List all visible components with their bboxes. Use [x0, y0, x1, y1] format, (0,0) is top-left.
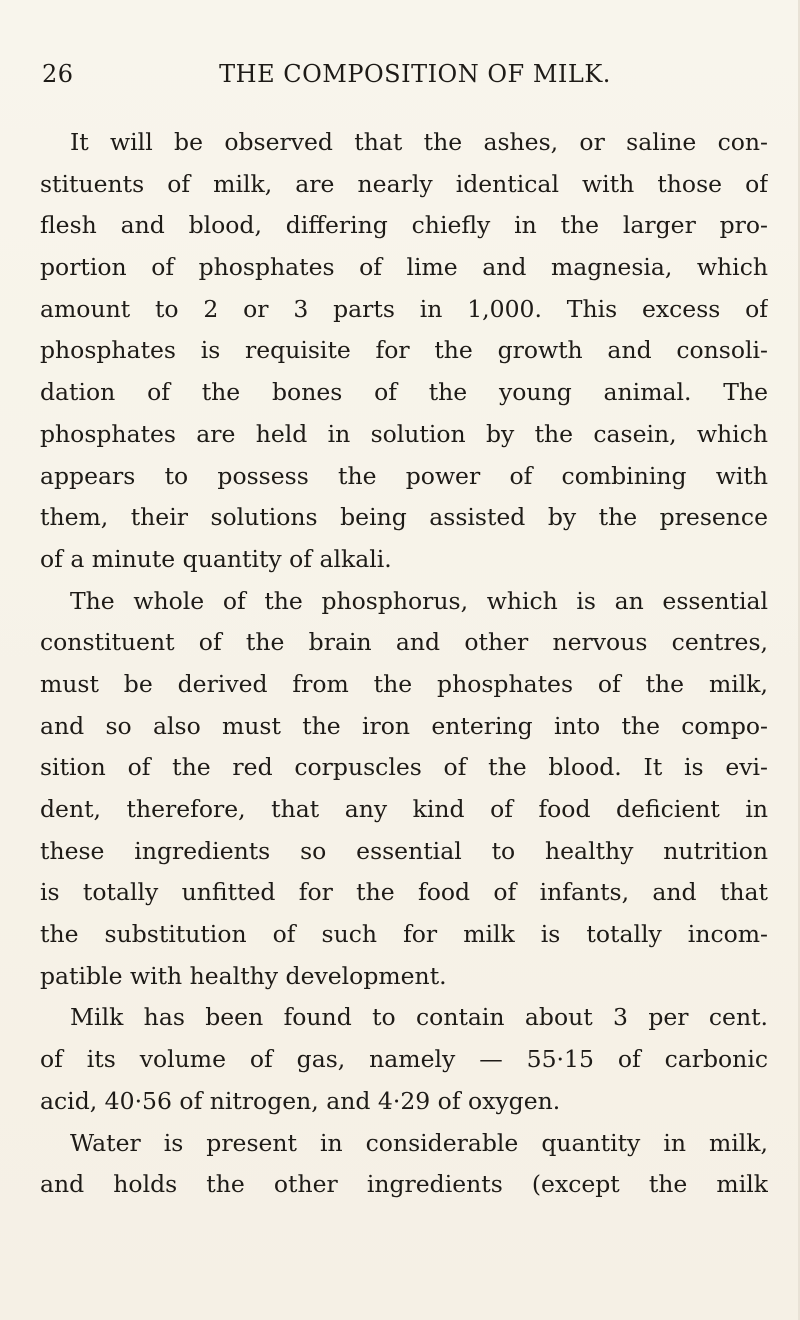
running-title: THE COMPOSITION OF MILK. [219, 60, 611, 88]
text-line: The whole of the phosphorus, which is an essential [70, 586, 768, 615]
text-line: flesh and blood, differing chiefly in the larger pro- [40, 211, 768, 240]
text-line: stituents of milk, are nearly identical with those of [40, 169, 768, 198]
text-line: sition of the red corpuscles of the blood. It is evi- [40, 753, 768, 782]
page-number: 26 [42, 60, 74, 88]
text-line: and so also must the iron entering into the compo- [40, 711, 768, 740]
text-line: dent, therefore, that any kind of food deficient in [40, 795, 768, 823]
text-line: Water is present in considerable quantity in milk, [70, 1128, 768, 1157]
text-line: and holds the other ingredients (except the milk [40, 1170, 768, 1199]
text-line: Milk has been found to contain about 3 per cent. [70, 1003, 768, 1032]
text-line: them, their solutions being assisted by the presence [40, 503, 768, 532]
text-line: phosphates is requisite for the growth and consoli- [40, 336, 768, 365]
text-line: dation of the bones of the young animal. The [40, 378, 768, 407]
text-line: patible with healthy development. [40, 961, 447, 990]
text-line: appears to possess the power of combining with [40, 461, 768, 490]
text-line: is totally unfitted for the food of infants, and that [40, 878, 768, 907]
text-line: amount to 2 or 3 parts in 1,000. This excess of [40, 294, 768, 323]
text-line: portion of phosphates of lime and magnesia, which [40, 253, 768, 282]
text-line: It will be observed that the ashes, or saline con- [70, 128, 768, 156]
page-header [30, 60, 800, 100]
text-line: constituent of the brain and other nervous centres, [40, 628, 768, 657]
text-line: phosphates are held in solution by the casein, which [40, 419, 768, 448]
text-line: these ingredients so essential to healthy nutrition [40, 836, 768, 865]
text-line: of a minute quantity of alkali. [40, 544, 392, 573]
text-line: must be derived from the phosphates of the milk, [40, 669, 768, 698]
text-line: of its volume of gas, namely — 55·15 of carbonic [40, 1045, 768, 1074]
body-text [40, 122, 768, 1206]
text-line: the substitution of such for milk is totally incom- [40, 920, 768, 949]
text-line: acid, 40·56 of nitrogen, and 4·29 of oxygen. [40, 1086, 561, 1115]
